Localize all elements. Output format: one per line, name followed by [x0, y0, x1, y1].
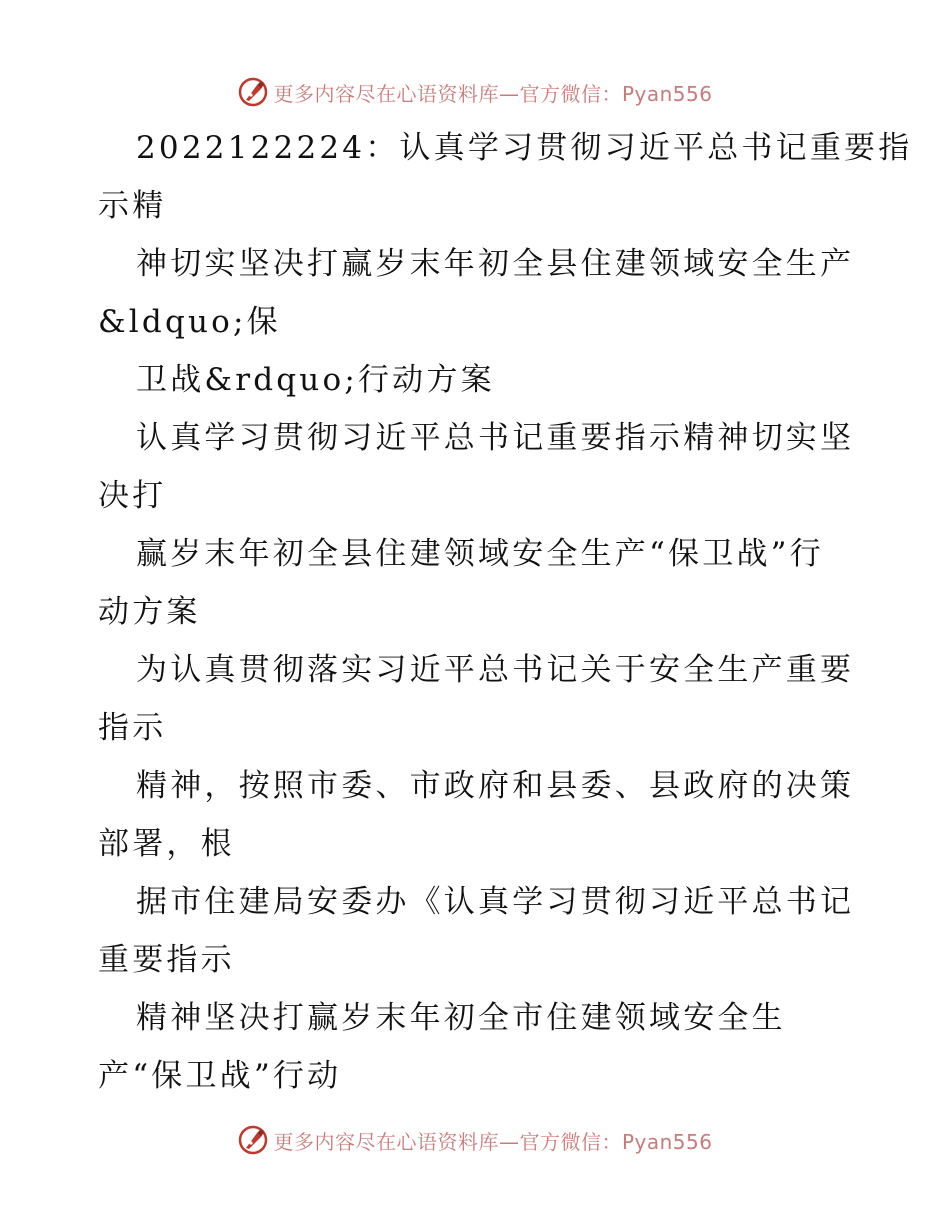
- doc-line: 指示: [98, 710, 167, 746]
- doc-line: 产“保卫战”行动: [98, 1058, 342, 1094]
- doc-line: 部署，根: [98, 826, 235, 862]
- header-banner: [0, 70, 950, 114]
- doc-line: 为认真贯彻落实习近平总书记关于安全生产重要: [136, 652, 855, 688]
- doc-line: 动方案: [98, 594, 201, 630]
- doc-line: 2022122224：认真学习贯彻习近平总书记重要指: [136, 130, 913, 166]
- doc-line: 示精: [98, 188, 167, 224]
- doc-line: 重要指示: [98, 942, 235, 978]
- doc-line: 精神，按照市委、市政府和县委、县政府的决策: [136, 768, 855, 804]
- doc-line: 精神坚决打赢岁末年初全市住建领域安全生: [136, 1000, 786, 1036]
- doc-line: 卫战&rdquo;行动方案: [136, 362, 495, 398]
- pen-nib-circle-icon: [237, 1124, 269, 1156]
- doc-line: 决打: [98, 478, 167, 514]
- header-banner-text: 更多内容尽在心语资料库—官方微信：Pyan556: [273, 81, 713, 106]
- doc-line: 据市住建局安委办《认真学习贯彻习近平总书记: [136, 884, 855, 920]
- doc-line: 赢岁末年初全县住建领域安全生产“保卫战”行: [136, 536, 824, 572]
- doc-line: 神切实坚决打赢岁末年初全县住建领域安全生产: [136, 246, 855, 282]
- doc-line: &ldquo;保: [98, 304, 281, 340]
- footer-banner-text: 更多内容尽在心语资料库—官方微信：Pyan556: [273, 1129, 713, 1154]
- doc-line: 认真学习贯彻习近平总书记重要指示精神切实坚: [136, 420, 855, 456]
- footer-banner: [0, 1118, 950, 1162]
- pen-nib-circle-icon: [237, 76, 269, 108]
